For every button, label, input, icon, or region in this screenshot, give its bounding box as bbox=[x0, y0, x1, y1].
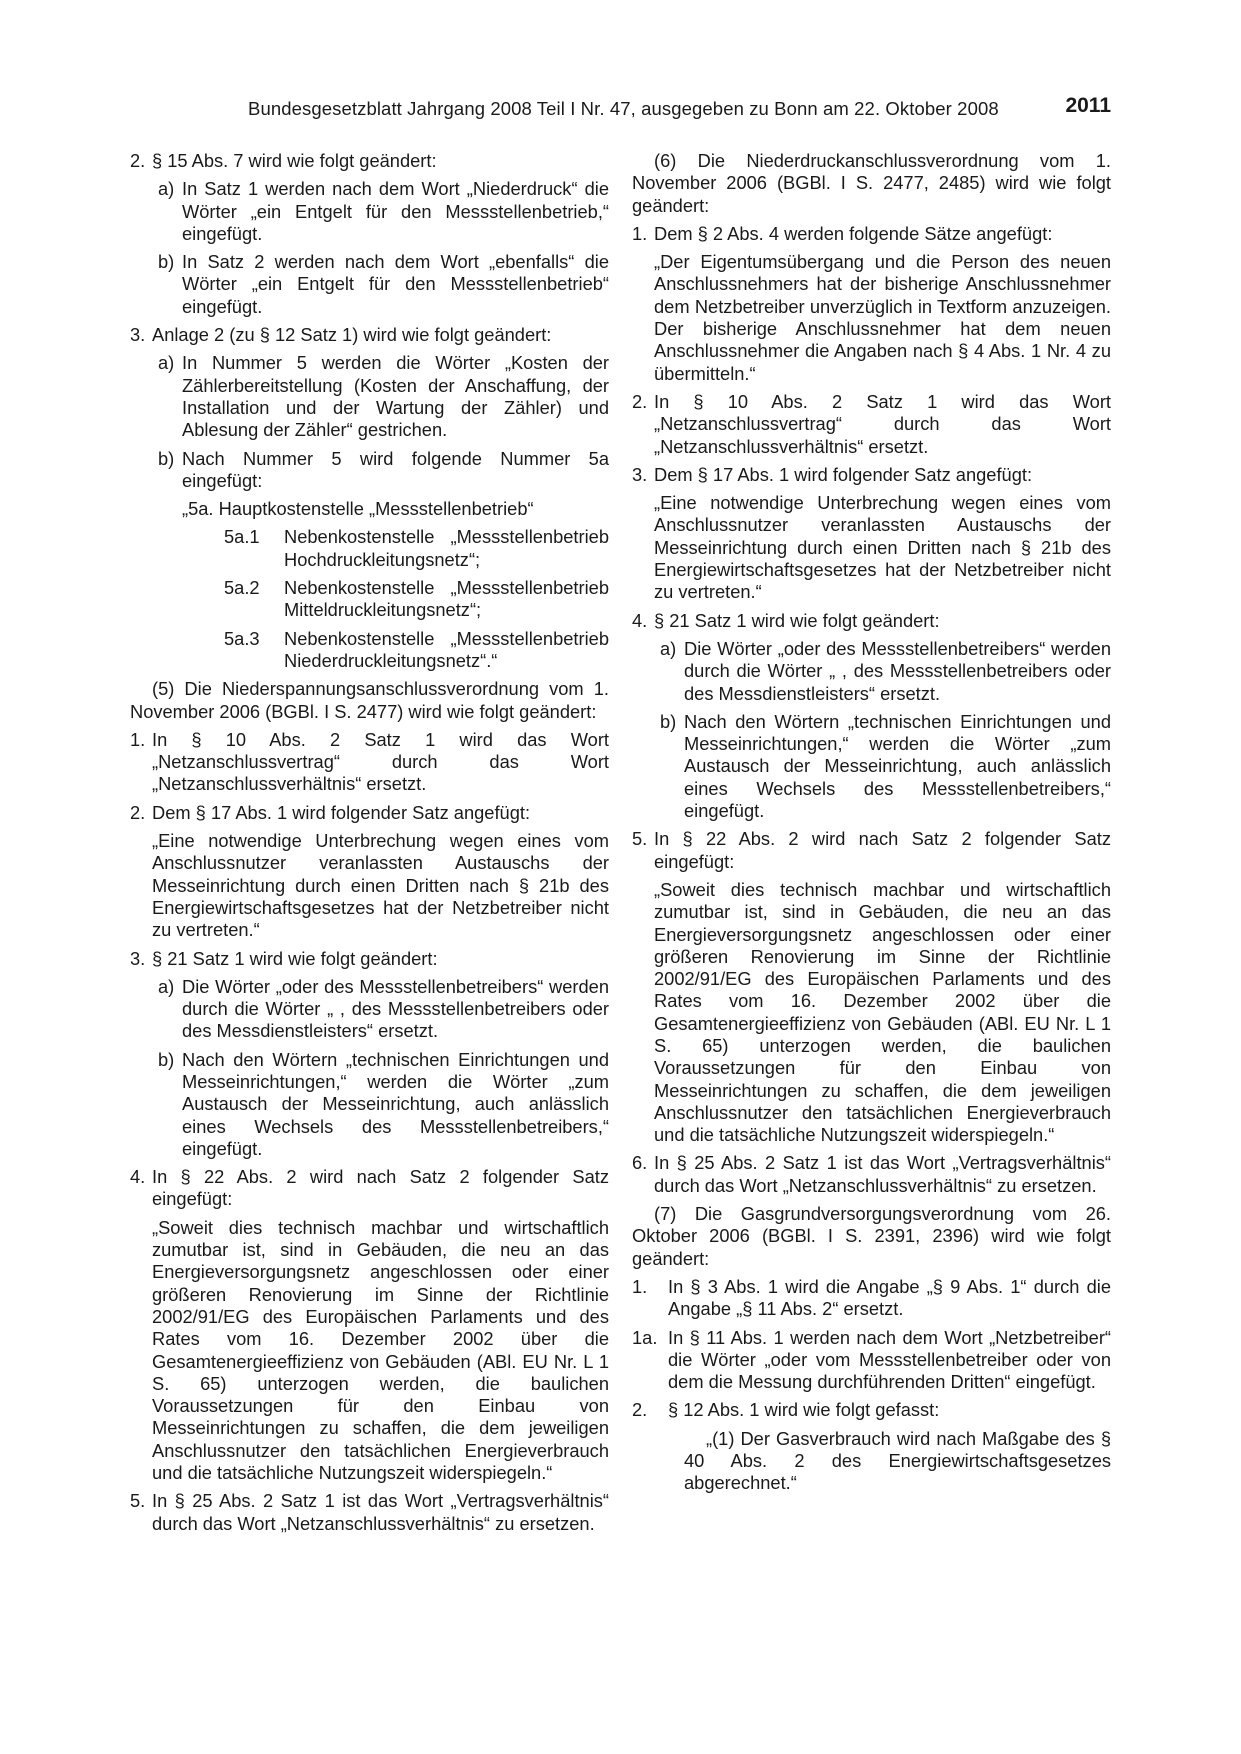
quoted-text: „Der Eigentumsübergang und die Person des neuen Anschlussnehmers hat der bisherige Anschlussnehmer dem Netzbetreiber unverzüglich in Textform anzuzeigen. Der bisherige Anschlussnehmer hat dem neuen Anschlussnehmer die Angaben nach § 4 Abs. 1 Nr. 4 zu übermitteln.“ bbox=[654, 251, 1111, 384]
list-item: a) In Satz 1 werden nach dem Wort „Niederdruck“ die Wörter „ein Entgelt für den Messstellenbetrieb,“ eingefügt. bbox=[158, 178, 609, 244]
list-item: a) In Nummer 5 werden die Wörter „Kosten der Zählerbereitstellung (Kosten der Anschaffung, der Installation und der Wartung der Zähler) und Ablesung der Zähler“ gestrichen. bbox=[158, 352, 609, 441]
list-item: 2. § 15 Abs. 7 wird wie folgt geändert: bbox=[130, 150, 437, 171]
list-item: 5a.1 Nebenkostenstelle „Messstellenbetrieb Hochdruckleitungsnetz“; bbox=[224, 526, 609, 570]
running-title: Bundesgesetzblatt Jahrgang 2008 Teil I Nr. 47, ausgegeben zu Bonn am 22. Oktober 2008 bbox=[248, 98, 999, 119]
quoted-text: „Eine notwendige Unterbrechung wegen eines vom Anschlussnutzer veranlassten Austauschs der Messeinrichtung durch einen Dritten nach § 21b des Energiewirtschaftsgesetzes hat der Netzbetreiber nicht zu vertreten.“ bbox=[654, 492, 1111, 603]
list-item: 3. § 21 Satz 1 wird wie folgt geändert: bbox=[130, 947, 438, 969]
paragraph: (6) Die Niederdruckanschlussverordnung vom 1. November 2006 (BGBl. I S. 2477, 2485) wird wie folgt geändert: bbox=[632, 150, 1111, 216]
left-column bbox=[130, 150, 609, 1541]
list-item: 5a.2 Nebenkostenstelle „Messstellenbetrieb Mitteldruckleitungsnetz“; bbox=[224, 577, 609, 621]
list-item: 2. Dem § 17 Abs. 1 wird folgender Satz angefügt: bbox=[130, 801, 531, 823]
paragraph: (7) Die Gasgrundversorgungsverordnung vom 26. Oktober 2006 (BGBl. I S. 2391, 2396) wird wie folgt geändert: bbox=[632, 1203, 1111, 1269]
paragraph: (5) Die Niederspannungsanschlussverordnung vom 1. November 2006 (BGBl. I S. 2477) wird wie folgt geändert: bbox=[130, 678, 609, 722]
quoted-text: „Soweit dies technisch machbar und wirtschaftlich zumutbar ist, sind in Gebäuden, die neu an das Energieversorgungsnetz angeschlossen oder einer größeren Renovierung im Sinne der Richtlinie 2002/91/EG des Europäischen Parlaments und des Rates vom 16. Dezember 2002 über die Gesamtenergieeffizienz von Gebäuden (ABl. EU Nr. L 1 S. 65) unterzogen werden, die baulichen Voraussetzungen für den Einbau von Messeinrichtungen zu schaffen, die dem jeweiligen Anschlussnutzer den tatsächlichen Energieverbrauch und die tatsächliche Nutzungszeit widerspiegeln.“ bbox=[654, 878, 1111, 1146]
list-item: 2. § 12 Abs. 1 wird wie folgt gefasst: bbox=[632, 1399, 940, 1421]
list-item: b) Nach Nummer 5 wird folgende Nummer 5a eingefügt: bbox=[158, 447, 609, 491]
list-item: a) Die Wörter „oder des Messstellenbetreibers“ werden durch die Wörter „ , des Messstellenbetreibers oder des Messdienstleisters“ ersetzt. bbox=[158, 975, 609, 1042]
list-item: 1. In § 10 Abs. 2 Satz 1 wird das Wort „Netzanschlussvertrag“ durch das Wort „Netzanschlussverhältnis“ ersetzt. bbox=[130, 728, 609, 795]
page-header bbox=[0, 92, 1241, 122]
quoted-text: „Eine notwendige Unterbrechung wegen eines vom Anschlussnutzer veranlassten Austauschs der Messeinrichtung durch einen Dritten nach § 21b des Energiewirtschaftsgesetzes hat der Netzbetreiber nicht zu vertreten.“ bbox=[152, 830, 609, 941]
list-item: 4. § 21 Satz 1 wird wie folgt geändert: bbox=[632, 609, 940, 631]
quoted-text: „(1) Der Gasverbrauch wird nach Maßgabe des § 40 Abs. 2 des Energiewirtschaftsgesetzes abgerechnet.“ bbox=[684, 1427, 1111, 1494]
quoted-text: „Soweit dies technisch machbar und wirtschaftlich zumutbar ist, sind in Gebäuden, die neu an das Energieversorgungsnetz angeschlossen oder einer größeren Renovierung im Sinne der Richtlinie 2002/91/EG des Europäischen Parlaments und des Rates vom 16. Dezember 2002 über die Gesamtenergieeffizienz von Gebäuden (ABl. EU Nr. L 1 S. 65) unterzogen werden, die baulichen Voraussetzungen für den Einbau von Messeinrichtungen zu schaffen, die dem jeweiligen Anschlussnutzer den tatsächlichen Energieverbrauch und die tatsächliche Nutzungszeit widerspiegeln.“ bbox=[152, 1216, 609, 1484]
list-item: 3. Dem § 17 Abs. 1 wird folgender Satz angefügt: bbox=[632, 463, 1033, 485]
list-item: b) In Satz 2 werden nach dem Wort „ebenfalls“ die Wörter „ein Entgelt für den Messstellenbetrieb“ eingefügt. bbox=[158, 251, 609, 317]
quoted-heading: „5a. Hauptkostenstelle „Messstellenbetrieb“ bbox=[182, 498, 534, 520]
list-item: 3. Anlage 2 (zu § 12 Satz 1) wird wie folgt geändert: bbox=[130, 324, 552, 346]
list-item: 4. In § 22 Abs. 2 wird nach Satz 2 folgender Satz eingefügt: bbox=[130, 1166, 609, 1210]
list-item: 1a. In § 11 Abs. 1 werden nach dem Wort „Netzbetreiber“ die Wörter „oder vom Messstellenbetreiber oder von dem die Messung durchführenden Dritten“ eingefügt. bbox=[632, 1326, 1111, 1393]
list-item: 1. Dem § 2 Abs. 4 werden folgende Sätze angefügt: bbox=[632, 222, 1053, 244]
list-item: 2. In § 10 Abs. 2 Satz 1 wird das Wort „Netzanschlussvertrag“ durch das Wort „Netzanschlussverhältnis“ ersetzt. bbox=[632, 390, 1111, 457]
list-item: 5a.3 Nebenkostenstelle „Messstellenbetrieb Niederdruckleitungsnetz“.“ bbox=[224, 627, 609, 671]
list-item: b) Nach den Wörtern „technischen Einrichtungen und Messeinrichtungen,“ werden die Wörter „zum Austausch der Messeinrichtung, auch anlässlich eines Wechsels des Messstellenbetreibers,“ eingefügt. bbox=[660, 710, 1111, 822]
list-item: 5. In § 25 Abs. 2 Satz 1 ist das Wort „Vertragsverhältnis“ durch das Wort „Netzanschlussverhältnis“ zu ersetzen. bbox=[130, 1490, 609, 1534]
list-item: 6. In § 25 Abs. 2 Satz 1 ist das Wort „Vertragsverhältnis“ durch das Wort „Netzanschlussverhältnis“ zu ersetzen. bbox=[632, 1152, 1111, 1196]
list-item: a) Die Wörter „oder des Messstellenbetreibers“ werden durch die Wörter „ , des Messstellenbetreibers oder des Messdienstleisters“ ersetzt. bbox=[660, 637, 1111, 704]
list-item: 5. In § 22 Abs. 2 wird nach Satz 2 folgender Satz eingefügt: bbox=[632, 828, 1111, 872]
right-column bbox=[632, 150, 1111, 1501]
list-item: 1. In § 3 Abs. 1 wird die Angabe „§ 9 Abs. 1“ durch die Angabe „§ 11 Abs. 2“ ersetzt. bbox=[632, 1275, 1111, 1320]
page-number: 2011 bbox=[1065, 94, 1111, 117]
list-item: b) Nach den Wörtern „technischen Einrichtungen und Messeinrichtungen,“ werden die Wörter „zum Austausch der Messeinrichtung, auch anlässlich eines Wechsels des Messstellenbetreibers,“ eingefügt. bbox=[158, 1048, 609, 1159]
